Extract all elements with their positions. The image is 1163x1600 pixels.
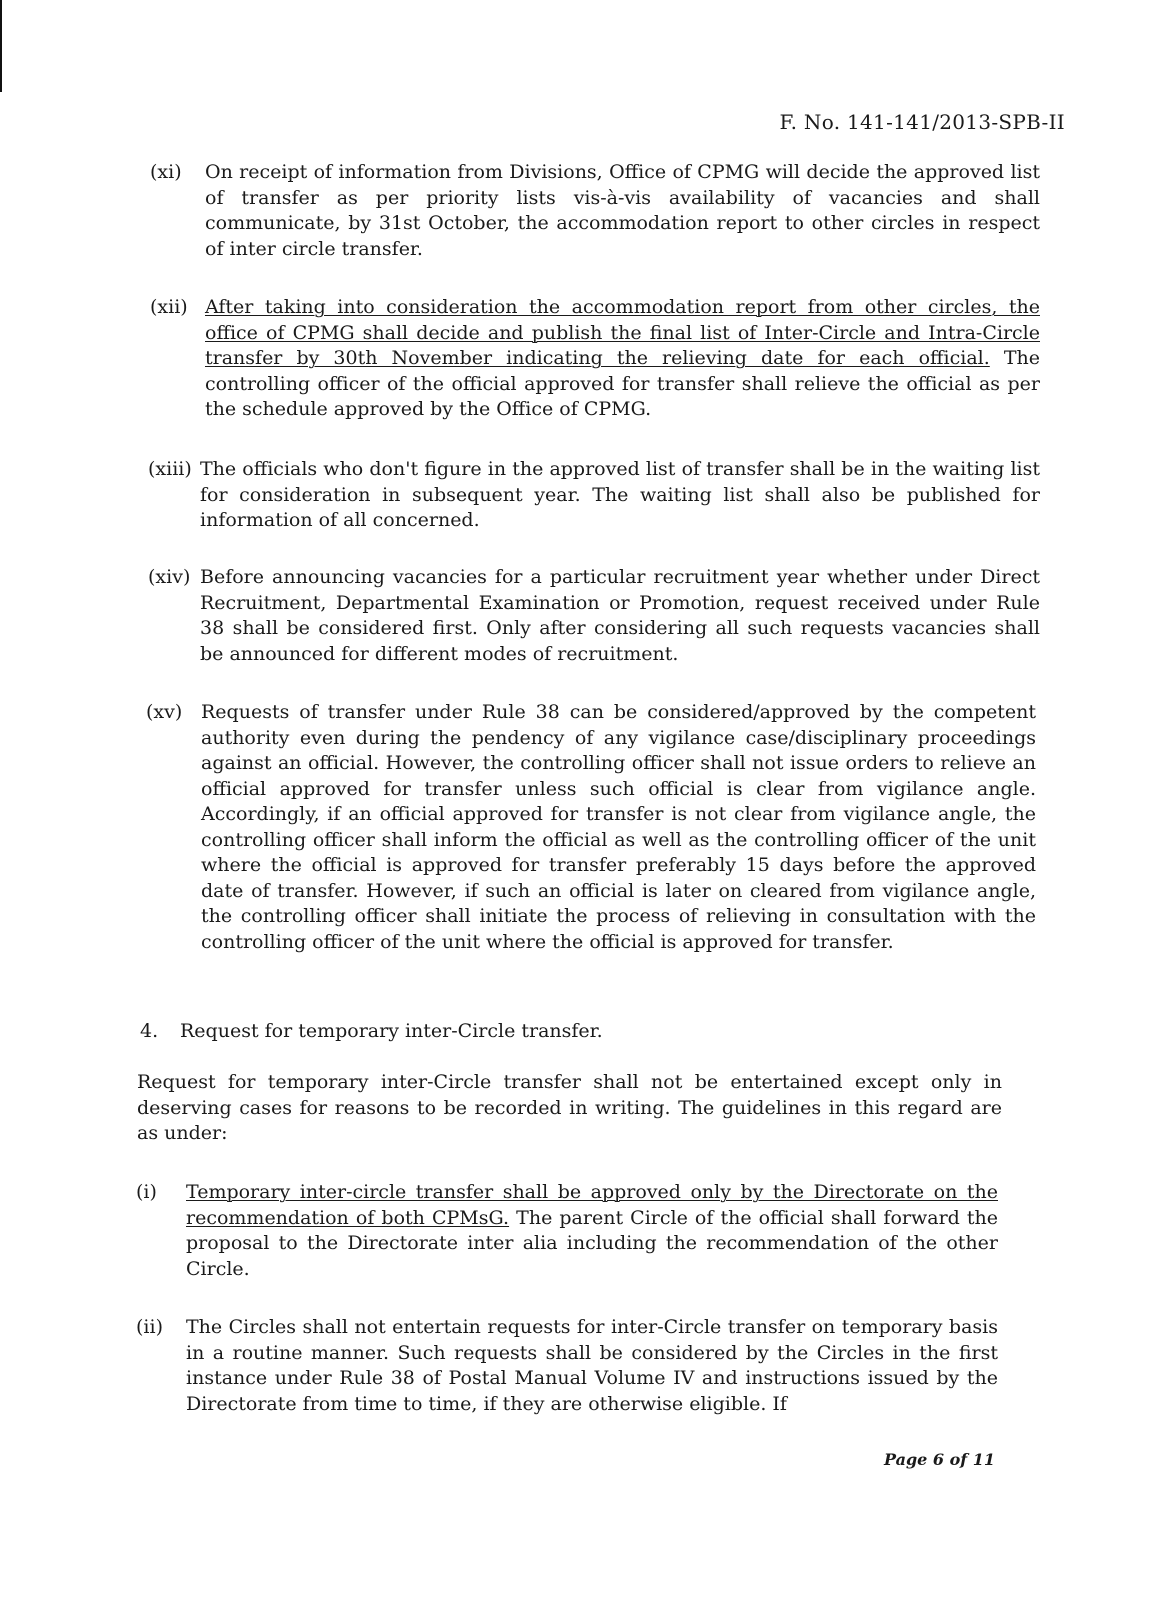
section-intro: Request for temporary inter-Circle transfer shall not be entertained except only in deserving cases for reasons to be recorded in writing. The guidelines in this regard are as under: [137, 1071, 1002, 1144]
item-text: The controlling officer of the official approved for transfer shall relieve the official as per the schedule approved by the Office of CPMG. [205, 347, 1041, 420]
item-text: The officials who don't figure in the approved list of transfer shall be in the waiting list for consideration in subsequent year. The waiting list shall also be published for information of all concerned. [200, 458, 1040, 531]
scan-edge-line [0, 0, 2, 92]
file-number: F. No. 141-141/2013-SPB-II [779, 110, 1065, 134]
sub-item-number: (ii) [136, 1316, 163, 1338]
list-item-xv [146, 700, 1036, 955]
item-text: On receipt of information from Divisions, Office of CPMG will decide the approved list of transfer as per priority lists vis-à-vis availability of vacancies and shall communicate, by 31st October, the accommodation report to other circles in respect of inter circle transfer. [205, 161, 1040, 260]
item-number: (xi) [150, 161, 182, 183]
list-item-xiv [150, 565, 1040, 667]
underlined-text: Temporary inter-circle transfer shall be approved only by the Directorate on the recommendation of both CPMsG. [186, 1181, 998, 1229]
item-number: (xiii) [148, 458, 192, 480]
underlined-text: After taking into consideration the accommodation report from other circles, the office of CPMG shall decide and publish the final list of Inter-Circle and Intra-Circle transfer by 30th November indicating the relieving date for each official. [205, 296, 1040, 369]
section-number: 4. [140, 1020, 159, 1042]
list-item-xiii [150, 457, 1040, 534]
sub-item-ii [136, 1315, 998, 1417]
item-text: Requests of transfer under Rule 38 can be considered/approved by the competent authority even during the pendency of any vigilance case/disciplinary proceedings against an official. However, the controlling officer shall not issue orders to relieve an official approved for transfer unless such official is clear from vigilance angle. Accordingly, if an official approved for transfer is not clear from vigilance angle, the controlling officer shall inform the official as well as the controlling officer of the unit where the official is approved for transfer preferably 15 days before the approved date of transfer. However, if such an official is later on cleared from vigilance angle, the controlling officer shall initiate the process of relieving in consultation with the controlling officer of the unit where the official is approved for transfer. [201, 701, 1036, 953]
sub-item-text: The Circles shall not entertain requests for inter-Circle transfer on temporary basis in a routine manner. Such requests shall be considered by the Circles in the first instance under Rule 38 of Postal Manual Volume IV and instructions issued by the Directorate from time to time, if they are otherwise eligible. If [186, 1316, 998, 1415]
section-title: Request for temporary inter-Circle transfer. [180, 1020, 603, 1042]
item-number: (xii) [150, 296, 188, 318]
item-text: Before announcing vacancies for a particular recruitment year whether under Direct Recruitment, Departmental Examination or Promotion, request received under Rule 38 shall be considered first. Only after considering all such requests vacancies shall be announced for different modes of recruitment. [200, 566, 1040, 665]
item-number: (xv) [146, 701, 183, 723]
sub-item-number: (i) [136, 1181, 157, 1203]
list-item-xi [150, 160, 1040, 262]
section-heading [140, 1020, 603, 1042]
sub-item-body [186, 1180, 998, 1282]
item-body [205, 295, 1040, 423]
item-number: (xiv) [148, 566, 191, 588]
list-item-xii [150, 295, 1040, 423]
sub-item-text: The parent Circle of the official shall forward the proposal to the Directorate inter alia including the recommendation of the other Circle. [186, 1206, 999, 1280]
sub-item-i [136, 1180, 998, 1282]
page-number: Page 6 of 11 [884, 1450, 995, 1469]
